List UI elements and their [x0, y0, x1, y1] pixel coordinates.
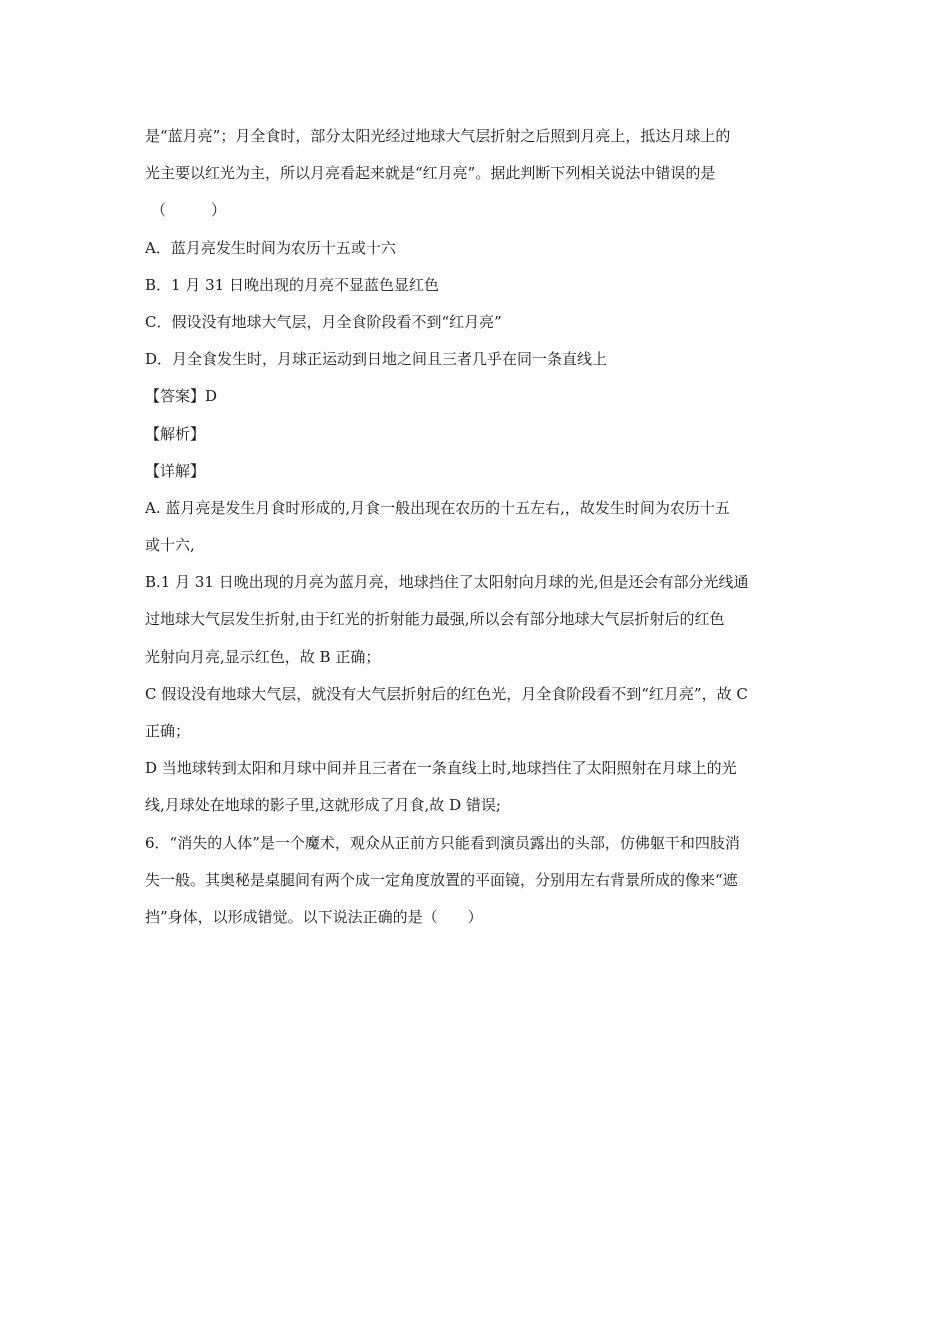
explanation-line: 光射向月亮,显示红色，故 B 正确； [145, 647, 381, 666]
analysis-label: 【解析】 [145, 424, 206, 443]
question-line: 挡”身体，以形成错觉。以下说法正确的是（ ） [145, 907, 483, 926]
explanation-line: A. 蓝月亮是发生月食时形成的,月食一般出现在农历的十五左右,，故发生时间为农历十五 [145, 498, 730, 517]
question-line: 6．“消失的人体”是一个魔术，观众从正前方只能看到演员露出的头部，仿佛躯干和四肢消 [145, 833, 740, 852]
explanation-line: 或十六, [145, 536, 195, 555]
detail-label: 【详解】 [145, 461, 206, 480]
explanation-line: C 假设没有地球大气层，就没有大气层折射后的红色光，月全食阶段看不到“红月亮”，故 C [145, 684, 748, 703]
explanation-line: B.1 月 31 日晚出现的月亮为蓝月亮，地球挡住了太阳射向月球的光,但是还会有部分光线通 [145, 573, 749, 592]
option-a: A．蓝月亮发生时间为农历十五或十六 [145, 238, 396, 257]
document-body [145, 118, 815, 936]
explanation-line: D 当地球转到太阳和月球中间并且三者在一条直线上时,地球挡住了太阳照射在月球上的光 [145, 759, 737, 778]
answer-label: 【答案】D [145, 387, 218, 406]
explanation-line: 正确； [145, 722, 191, 740]
explanation-line: 过地球大气层发生折射,由于红光的折射能力最强,所以会有部分地球大气层折射后的红色 [145, 610, 725, 629]
option-c: C．假设没有地球大气层，月全食阶段看不到“红月亮” [145, 312, 502, 331]
answer-paren: （ ） [151, 201, 227, 220]
option-d: D．月全食发生时，月球正运动到日地之间且三者几乎在同一条直线上 [145, 350, 608, 369]
text-line: 是“蓝月亮”；月全食时，部分太阳光经过地球大气层折射之后照到月亮上，抵达月球上的 [145, 127, 731, 145]
text-line: 光主要以红光为主，所以月亮看起来就是“红月亮”。据此判断下列相关说法中错误的是 [145, 164, 716, 183]
question-line: 失一般。其奥秘是桌腿间有两个成一定角度放置的平面镜，分别用左右背景所成的像来“遮 [145, 870, 738, 889]
option-b: B．1 月 31 日晚出现的月亮不显蓝色显红色 [145, 275, 439, 294]
explanation-line: 线,月球处在地球的影子里,这就形成了月食,故 D 错误; [145, 796, 501, 815]
